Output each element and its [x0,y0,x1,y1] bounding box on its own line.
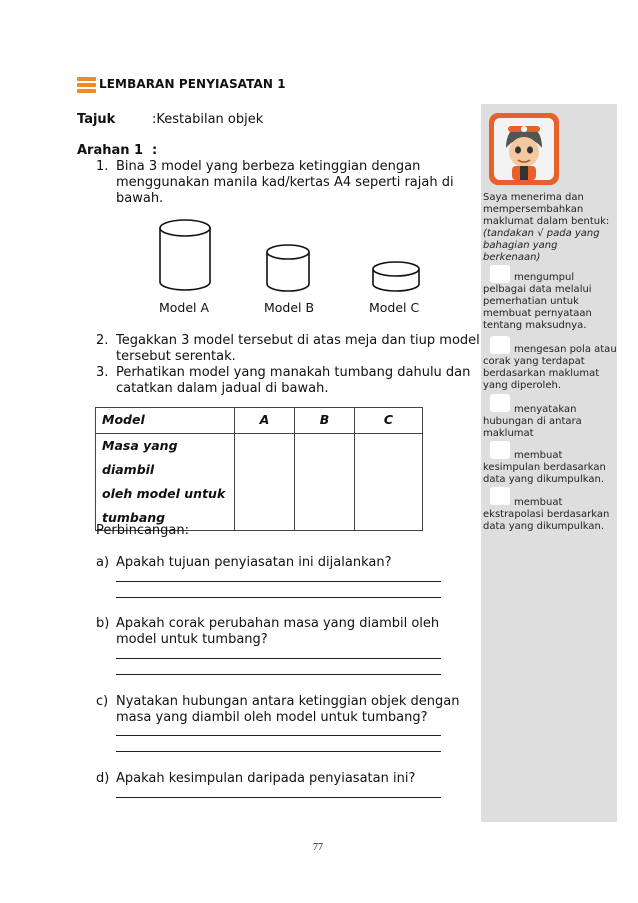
option-label: mengumpul [514,272,575,283]
page-number: 77 [313,842,323,853]
list-icon [77,77,96,94]
tajuk-value: :Kestabilan objek [152,112,264,127]
table-header-a: A [235,408,295,434]
question-text: Apakah corak perubahan masa yang diambil oleh [116,616,440,631]
question-letter: a) [96,555,110,570]
question-letter: b) [96,616,110,631]
option-text: ekstrapolasi berdasarkan [483,509,610,520]
step-text: tersebut serentak. [116,349,236,364]
sidebar-instruction: berkenaan) [483,252,541,263]
arahan-colon: : [152,143,158,158]
checkbox-menyatakan[interactable] [490,394,510,412]
cylinder-model-b [262,242,314,294]
answer-line[interactable] [116,658,441,659]
row-label-line: tumbang [102,510,166,525]
step-text: Perhatikan model yang manakah tumbang dahulu dan [116,365,471,380]
question-text: Apakah kesimpulan daripada penyiasatan ini? [116,771,416,786]
answer-line[interactable] [116,735,441,736]
observation-table [95,407,423,531]
mascot-icon [494,118,554,180]
option-label: membuat [514,450,563,461]
tajuk-label: Tajuk [77,112,116,127]
model-c-caption: Model C [369,300,420,315]
option-text: pemerhatian untuk [483,296,579,307]
option-text: tentang maksudnya. [483,320,587,331]
model-b-caption: Model B [264,300,315,315]
table-cell-c[interactable] [355,434,423,531]
option-text: berdasarkan maklumat [483,368,600,379]
option-text: data yang dikumpulkan. [483,474,605,485]
sidebar-intro-line: Saya menerima dan [483,192,584,203]
option-text: maklumat [483,428,534,439]
step-text: Bina 3 model yang berbeza ketinggian dengan [116,159,421,174]
sidebar-intro-line: maklumat dalam bentuk: [483,216,610,227]
table-header-c: C [355,408,423,434]
table-cell-b[interactable] [295,434,355,531]
worksheet-title: LEMBARAN PENYIASATAN 1 [99,77,286,91]
cylinder-model-a [155,216,215,294]
table-row [96,434,423,531]
option-text: corak yang terdapat [483,356,585,367]
option-text: yang diperoleh. [483,380,561,391]
arahan-label: Arahan 1 [77,143,144,158]
table-cell-a[interactable] [235,434,295,531]
question-letter: c) [96,694,109,709]
question-text: Apakah tujuan penyiasatan ini dijalankan? [116,555,392,570]
checkbox-mengesan[interactable] [490,336,510,354]
answer-line[interactable] [116,581,441,582]
checkbox-membuat-ekstrapolasi[interactable] [490,487,510,505]
question-letter: d) [96,771,110,786]
step-number: 2. [96,333,109,348]
question-text: Nyatakan hubungan antara ketinggian objek dengan [116,694,460,709]
sidebar-instruction: (tandakan √ pada yang [483,228,600,239]
checkbox-membuat-kesimpulan[interactable] [490,441,510,459]
option-label: membuat [514,497,563,508]
option-text: hubungan di antara [483,416,582,427]
step-text: menggunakan manila kad/kertas A4 seperti rajah di [116,175,454,190]
table-header-b: B [295,408,355,434]
answer-line[interactable] [116,751,441,752]
discussion-title: Perbincangan: [96,523,190,538]
question-text: model untuk tumbang? [116,632,268,647]
option-label: menyatakan [514,404,577,415]
model-a-caption: Model A [159,300,210,315]
step-text: bawah. [116,191,164,206]
row-label-line: Masa yang diambil [102,438,178,477]
sidebar-intro-line: mempersembahkan [483,204,584,215]
step-number: 1. [96,159,109,174]
checkbox-mengumpul[interactable] [490,265,510,283]
cylinder-model-c [368,260,424,294]
step-text: catatkan dalam jadual di bawah. [116,381,329,396]
option-text: pelbagai data melalui [483,284,592,295]
option-text: kesimpulan berdasarkan [483,462,606,473]
step-number: 3. [96,365,109,380]
answer-line[interactable] [116,674,441,675]
option-text: membuat pernyataan [483,308,592,319]
option-label: mengesan pola atau [514,344,617,355]
table-row-label [96,434,235,531]
answer-line[interactable] [116,597,441,598]
row-label-line: oleh model untuk [102,486,226,501]
question-text: masa yang diambil oleh model untuk tumbang? [116,710,428,725]
option-text: data yang dikumpulkan. [483,521,605,532]
step-text: Tegakkan 3 model tersebut di atas meja dan tiup model [116,333,480,348]
table-header-row [96,408,423,434]
table-header-model: Model [96,408,235,434]
sidebar-instruction: bahagian yang [483,240,558,251]
answer-line[interactable] [116,797,441,798]
